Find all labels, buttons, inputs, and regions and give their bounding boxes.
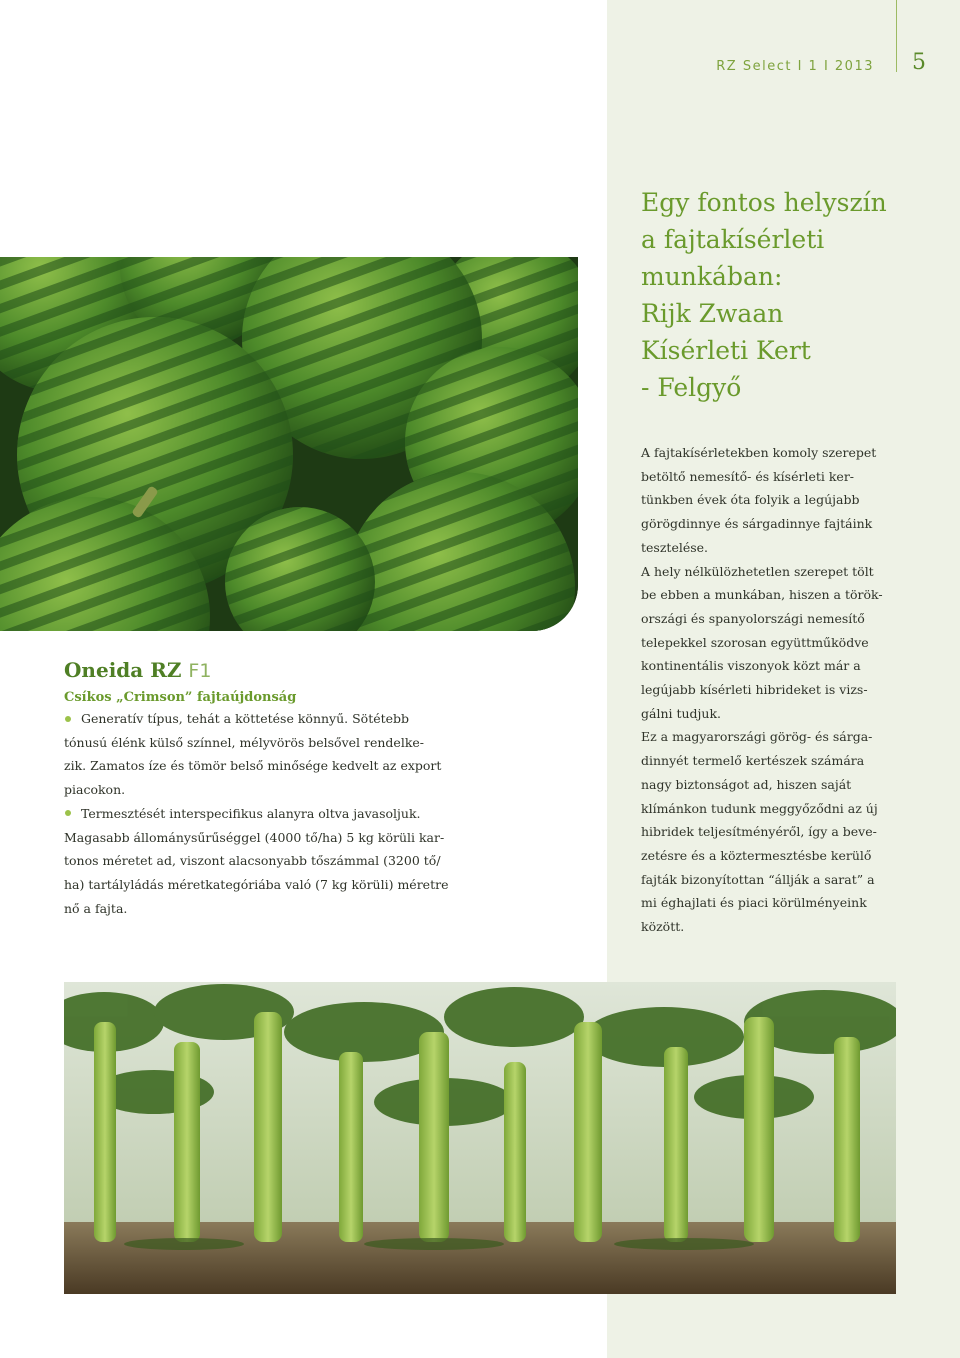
intro-line: görögdinnye és sárgadinnye fajtáink bbox=[641, 516, 873, 532]
article-title bbox=[641, 184, 941, 406]
description-line: tónusú élénk külső színnel, mélyvörös belsővel rendelke- bbox=[64, 734, 425, 750]
variety-subtitle: Csíkos „Crimson” fajtaújdonság bbox=[64, 690, 297, 705]
intro-line: zetésre és a köztermesztésbe kerülő bbox=[641, 847, 872, 863]
title-line: Rijk Zwaan bbox=[641, 299, 784, 328]
title-line: a fajtakísérleti bbox=[641, 225, 825, 254]
intro-line: betöltő nemesítő- és kísérleti ker- bbox=[641, 468, 855, 484]
description-line: ha) tartályládás méretkategóriába való (7 kg körüli) méretre bbox=[64, 876, 449, 892]
intro-text bbox=[641, 441, 901, 939]
intro-line: mi éghajlati és piaci körülményeink bbox=[641, 895, 867, 911]
variety-description bbox=[64, 707, 464, 920]
intro-line: be ebben a munkában, hiszen a török- bbox=[641, 587, 883, 603]
intro-line: A fajtakísérletekben komoly szerepet bbox=[641, 445, 877, 460]
intro-line: Ez a magyarországi görög- és sárga- bbox=[641, 729, 873, 745]
running-head: RZ Select I 1 I 2013 bbox=[716, 59, 874, 74]
description-line: Magasabb állománysűrűséggel (4000 tő/ha) 5 kg körüli kar- bbox=[64, 829, 445, 845]
description-line-text: Generatív típus, tehát a köttetése könnyű. Sötétebb bbox=[81, 711, 410, 726]
seedlings-photo bbox=[64, 982, 896, 1294]
title-line: Kísérleti Kert bbox=[641, 336, 811, 365]
description-line bbox=[64, 707, 464, 731]
intro-line: tesztelése. bbox=[641, 539, 709, 555]
page-number: 5 bbox=[912, 50, 926, 75]
intro-line: között. bbox=[641, 919, 685, 935]
description-line: zik. Zamatos íze és tömör belső minősége kedvelt az export bbox=[64, 758, 442, 774]
intro-line: kontinentális viszonyok közt már a bbox=[641, 658, 861, 674]
title-line: - Felgyő bbox=[641, 373, 742, 402]
intro-line: hibridek teljesítményéről, így a beve- bbox=[641, 824, 877, 840]
bullet-icon bbox=[65, 716, 71, 722]
intro-line: fajták bizonyítottan “állják a sarat” a bbox=[641, 871, 875, 887]
variety-suffix: F1 bbox=[188, 660, 212, 682]
description-line: piacokon. bbox=[64, 782, 126, 798]
intro-line: klímánkon tudunk meggyőződni az új bbox=[641, 800, 878, 816]
intro-line: tünkben évek óta folyik a legújabb bbox=[641, 492, 860, 508]
variety-title bbox=[64, 658, 464, 682]
intro-line: telepekkel szorosan együttműködve bbox=[641, 634, 869, 650]
intro-line: nagy biztonságot ad, hiszen saját bbox=[641, 776, 852, 792]
title-line: munkában: bbox=[641, 262, 783, 291]
intro-line: legújabb kísérleti hibrideket is vizs- bbox=[641, 682, 868, 698]
description-line bbox=[64, 802, 464, 826]
description-line-text: Termesztését interspecifikus alanyra oltva javasoljuk. bbox=[81, 805, 421, 821]
intro-line: gálni tudjuk. bbox=[641, 705, 722, 721]
variety-name: Oneida RZ bbox=[64, 658, 182, 682]
title-line: Egy fontos helyszín bbox=[641, 188, 887, 217]
intro-line: dinnyét termelő kertészek számára bbox=[641, 753, 865, 769]
watermelons-photo bbox=[0, 257, 578, 631]
description-line: tonos méretet ad, viszont alacsonyabb tőszámmal (3200 tő/ bbox=[64, 853, 441, 869]
header-rule bbox=[896, 0, 897, 72]
description-line: nő a fajta. bbox=[64, 900, 128, 916]
intro-line: országi és spanyolországi nemesítő bbox=[641, 610, 865, 626]
intro-line: A hely nélkülözhetetlen szerepet tölt bbox=[641, 563, 874, 579]
variety-block bbox=[64, 658, 464, 920]
bullet-icon bbox=[65, 810, 71, 816]
